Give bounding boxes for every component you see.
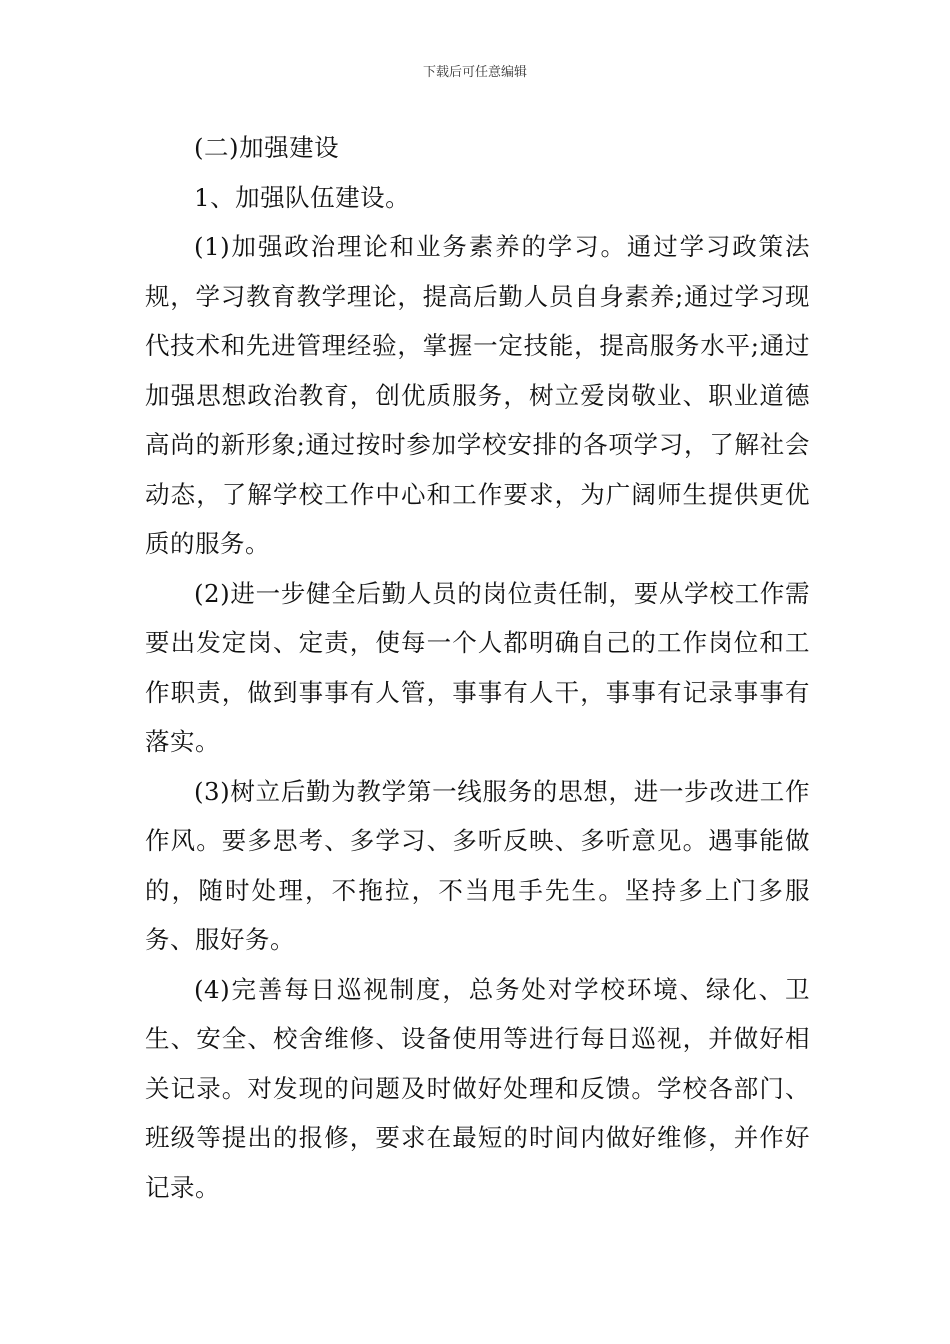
paragraph-2: (2)进一步健全后勤人员的岗位责任制，要从学校工作需要出发定岗、定责，使每一个人都明确自己的工作岗位和工作职责，做到事事有人管，事事有人干，事事有记录事事有落实。 [145, 578, 810, 756]
document-body [145, 123, 810, 1212]
page-header: 下载后可任意编辑 [422, 65, 527, 80]
section-heading: (二)加强建设 [194, 133, 340, 162]
paragraph-3: (3)树立后勤为教学第一线服务的思想，进一步改进工作作风。要多思考、多学习、多听反映、多听意见。遇事能做的，随时处理，不拖拉，不当甩手先生。坚持多上门多服务、服好务。 [145, 776, 810, 954]
subsection-heading: 1、加强队伍建设。 [194, 182, 411, 212]
paragraph-4: (4)完善每日巡视制度，总务处对学校环境、绿化、卫生、安全、校舍维修、设备使用等进行每日巡视，并做好相关记录。对发现的问题及时做好处理和反馈。学校各部门、班级等提出的报修，要求在最短的时间内做好维修，并作好记录。 [145, 974, 810, 1202]
paragraph-1: (1)加强政治理论和业务素养的学习。通过学习政策法规，学习教育教学理论，提高后勤人员自身素养;通过学习现代技术和先进管理经验，掌握一定技能，提高服务水平;通过加强思想政治教育，创优质服务，树立爱岗敬业、职业道德高尚的新形象;通过按时参加学校安排的各项学习，了解社会动态，了解学校工作中心和工作要求，为广阔师生提供更优质的服务。 [145, 232, 810, 558]
